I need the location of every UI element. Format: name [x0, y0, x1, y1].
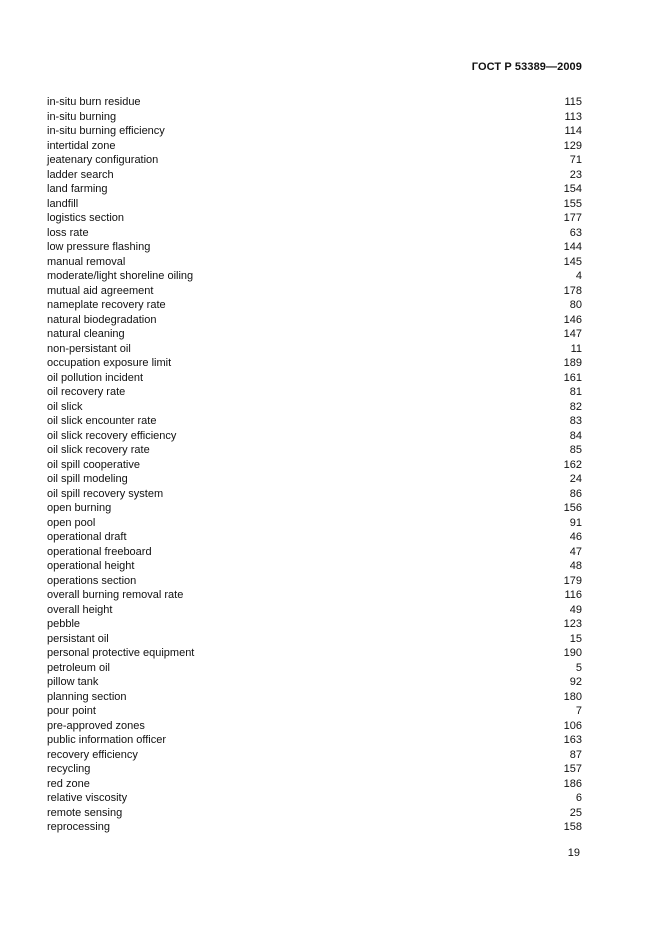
index-term: logistics section	[47, 212, 125, 224]
index-reference-number: 123	[563, 618, 582, 630]
index-entry	[47, 371, 582, 386]
index-term: manual removal	[47, 255, 126, 268]
index-term: operations section	[47, 574, 137, 587]
index-term: non-persistant oil	[47, 342, 131, 355]
index-reference-number: 154	[563, 183, 582, 195]
index-entry	[47, 704, 582, 719]
index-reference-number: 155	[563, 197, 582, 210]
index-term: oil spill modeling	[47, 473, 128, 485]
index-entry	[47, 385, 582, 400]
index-term: pebble	[47, 618, 81, 630]
index-reference-number: 179	[563, 574, 582, 587]
index-entry	[47, 762, 582, 777]
index-term: recycling	[47, 763, 91, 775]
index-reference-number: 113	[564, 110, 582, 123]
index-term: nameplate recovery rate	[47, 299, 166, 311]
index-reference-number: 156	[563, 502, 582, 514]
index-term: oil spill recovery system	[47, 487, 164, 500]
index-reference-number: 163	[563, 734, 582, 746]
index-reference-number: 177	[563, 212, 582, 224]
index-entry	[47, 559, 582, 574]
index-reference-number: 81	[569, 386, 582, 398]
index-term: overall height	[47, 603, 113, 616]
index-reference-number: 92	[569, 676, 582, 688]
index-entry	[47, 284, 582, 299]
index-term: personal protective equipment	[47, 647, 195, 659]
index-entry	[47, 182, 582, 197]
index-entry	[47, 327, 582, 342]
index-entry	[47, 472, 582, 487]
index-term: oil spill cooperative	[47, 458, 140, 471]
index-entry	[47, 414, 582, 429]
index-term: pillow tank	[47, 676, 99, 688]
term-index-list	[47, 95, 582, 835]
index-term: in-situ burning efficiency	[47, 125, 165, 137]
index-term: public information officer	[47, 734, 167, 746]
index-term: occupation exposure limit	[47, 357, 172, 369]
index-entry	[47, 530, 582, 545]
index-reference-number: 83	[569, 415, 582, 427]
index-term: intertidal zone	[47, 139, 116, 152]
index-term: oil slick recovery efficiency	[47, 429, 177, 442]
index-entry	[47, 95, 582, 110]
index-entry	[47, 429, 582, 444]
index-term: mutual aid agreement	[47, 284, 154, 297]
index-reference-number: 180	[563, 690, 582, 703]
index-term: oil slick recovery rate	[47, 444, 150, 456]
index-term: jeatenary configuration	[47, 154, 159, 166]
index-reference-number: 162	[563, 458, 582, 471]
index-entry	[47, 748, 582, 763]
index-entry	[47, 719, 582, 734]
index-term: operational height	[47, 560, 135, 572]
index-reference-number: 47	[569, 545, 582, 558]
index-term: oil slick encounter rate	[47, 415, 157, 427]
index-reference-number: 80	[569, 299, 582, 311]
index-reference-number: 49	[569, 603, 582, 616]
index-reference-number: 129	[563, 139, 582, 152]
index-term: remote sensing	[47, 806, 123, 819]
index-reference-number: 144	[563, 241, 582, 253]
index-reference-number: 178	[563, 284, 582, 297]
index-reference-number: 157	[563, 763, 582, 775]
index-entry	[47, 269, 582, 284]
index-term: persistant oil	[47, 632, 109, 645]
index-term: in-situ burning	[47, 110, 117, 123]
index-reference-number: 25	[569, 806, 582, 819]
index-reference-number: 84	[569, 429, 582, 442]
index-term: oil recovery rate	[47, 386, 126, 398]
index-reference-number: 147	[563, 328, 582, 340]
index-reference-number: 15	[569, 632, 582, 645]
index-entry	[47, 356, 582, 371]
index-entry	[47, 487, 582, 502]
index-entry	[47, 646, 582, 661]
index-reference-number: 46	[569, 531, 582, 543]
index-reference-number: 6	[575, 792, 582, 804]
index-reference-number: 63	[569, 226, 582, 239]
index-term: pour point	[47, 705, 96, 717]
index-entry	[47, 603, 582, 618]
index-entry	[47, 501, 582, 516]
index-entry	[47, 400, 582, 415]
index-entry	[47, 139, 582, 154]
index-term: recovery efficiency	[47, 748, 138, 761]
index-reference-number: 161	[563, 371, 582, 384]
index-entry	[47, 675, 582, 690]
index-entry	[47, 443, 582, 458]
index-entry	[47, 545, 582, 560]
index-term: reprocessing	[47, 821, 110, 833]
index-reference-number: 4	[575, 270, 582, 282]
index-reference-number: 116	[564, 589, 582, 601]
index-reference-number: 189	[563, 357, 582, 369]
index-entry	[47, 574, 582, 589]
index-term: low pressure flashing	[47, 241, 151, 253]
index-entry	[47, 255, 582, 270]
index-term: open burning	[47, 502, 112, 514]
index-entry	[47, 168, 582, 183]
index-reference-number: 114	[564, 125, 582, 137]
page-number: 19	[567, 847, 580, 859]
index-reference-number: 87	[569, 748, 582, 761]
index-reference-number: 115	[564, 96, 582, 108]
index-term: operational freeboard	[47, 545, 152, 558]
index-term: moderate/light shoreline oiling	[47, 270, 194, 282]
index-entry	[47, 516, 582, 531]
index-reference-number: 91	[569, 516, 582, 529]
index-term: landfill	[47, 197, 79, 210]
index-entry	[47, 226, 582, 241]
index-entry	[47, 617, 582, 632]
index-reference-number: 82	[569, 400, 582, 413]
index-reference-number: 158	[563, 821, 582, 833]
index-entry	[47, 240, 582, 255]
index-entry	[47, 153, 582, 168]
index-term: loss rate	[47, 226, 89, 239]
index-term: ladder search	[47, 168, 114, 181]
index-entry	[47, 458, 582, 473]
index-term: planning section	[47, 690, 127, 703]
index-entry	[47, 342, 582, 357]
index-term: oil slick	[47, 400, 83, 413]
index-reference-number: 23	[569, 168, 582, 181]
index-entry	[47, 777, 582, 792]
index-reference-number: 86	[569, 487, 582, 500]
index-term: land farming	[47, 183, 108, 195]
index-term: in-situ burn residue	[47, 96, 141, 108]
index-term: open pool	[47, 516, 96, 529]
index-reference-number: 106	[563, 719, 582, 732]
index-term: natural cleaning	[47, 328, 125, 340]
index-entry	[47, 791, 582, 806]
index-term: red zone	[47, 777, 90, 790]
index-entry	[47, 124, 582, 139]
index-reference-number: 48	[569, 560, 582, 572]
index-entry	[47, 690, 582, 705]
index-entry	[47, 806, 582, 821]
index-entry	[47, 733, 582, 748]
index-reference-number: 190	[563, 647, 582, 659]
index-reference-number: 85	[569, 444, 582, 456]
index-reference-number: 7	[575, 705, 582, 717]
index-term: petroleum oil	[47, 661, 110, 674]
index-entry	[47, 661, 582, 676]
index-term: operational draft	[47, 531, 127, 543]
index-entry	[47, 110, 582, 125]
index-entry	[47, 313, 582, 328]
index-entry	[47, 820, 582, 835]
index-reference-number: 186	[563, 777, 582, 790]
index-reference-number: 146	[563, 313, 582, 326]
index-term: overall burning removal rate	[47, 589, 184, 601]
index-entry	[47, 211, 582, 226]
index-reference-number: 11	[570, 342, 582, 355]
index-entry	[47, 632, 582, 647]
index-reference-number: 145	[563, 255, 582, 268]
index-reference-number: 71	[569, 154, 582, 166]
index-term: pre-approved zones	[47, 719, 145, 732]
index-term: relative viscosity	[47, 792, 128, 804]
index-entry	[47, 588, 582, 603]
index-entry	[47, 197, 582, 212]
index-term: oil pollution incident	[47, 371, 144, 384]
index-entry	[47, 298, 582, 313]
index-reference-number: 24	[569, 473, 582, 485]
document-header: ГОСТ Р 53389—2009	[471, 61, 582, 73]
index-term: natural biodegradation	[47, 313, 157, 326]
index-reference-number: 5	[575, 661, 582, 674]
